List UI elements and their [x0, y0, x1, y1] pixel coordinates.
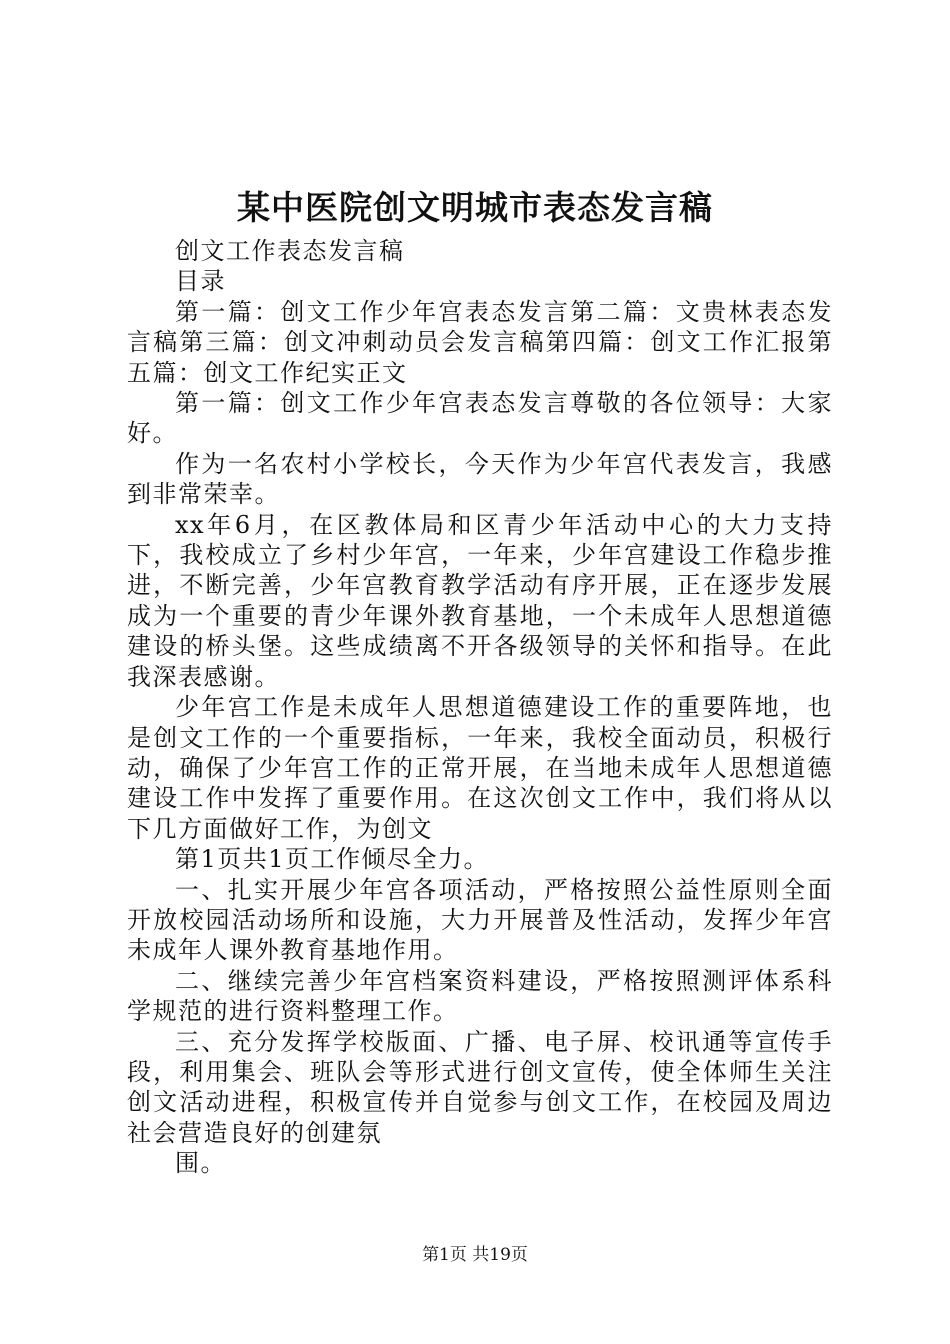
paragraph-subtitle: 创文工作表态发言稿 — [175, 237, 405, 265]
paragraph-continuation: 围。 — [175, 1149, 226, 1178]
paragraph-greeting: 第一篇：创文工作少年宫表态发言尊敬的各位领导：大家好。 — [127, 389, 833, 448]
document-body — [127, 236, 833, 1179]
paragraph-intro: 作为一名农村小学校长，今天作为少年宫代表发言，我感到非常荣幸。 — [127, 449, 833, 509]
paragraph-importance: 少年宫工作是未成年人思想道德建设工作的重要阵地，也是创文工作的一个重要指标，一年来，我校全面动员，积极行动，确保了少年宫工作的正常开展，在当地未成年人思想道德建设工作中发挥了重要作用。在这次创文工作中，我们将从以下几方面做好工作，为创文 — [127, 693, 833, 843]
document-title: 某中医院创文明城市表态发言稿 — [237, 188, 713, 227]
paragraph-toc-heading: 目录 — [175, 267, 226, 296]
paragraph-item-1: 一、扎实开展少年宫各项活动，严格按照公益性原则全面开放校园活动场所和设施，大力开展普及性活动，发挥少年宫未成年人课外教育基地作用。 — [127, 875, 833, 965]
paragraph-item-3: 三、充分发挥学校版面、广播、电子屏、校讯通等宣传手段，利用集会、班队会等形式进行创文宣传，使全体师生关注创文活动进程，积极宣传并自觉参与创文工作，在校园及周边社会营造良好的创建氛 — [127, 1027, 833, 1147]
paragraph-background: xx年6月，在区教体局和区青少年活动中心的大力支持下，我校成立了乡村少年宫，一年来，少年宫建设工作稳步推进，不断完善，少年宫教育教学活动有序开展，正在逐步发展成为一个重要的青少年课外教育基地，一个未成年人思想道德建设的桥头堡。这些成绩离不开各级领导的关怀和指导。在此我深表感谢。 — [127, 510, 833, 691]
paragraph-toc-list: 第一篇：创文工作少年宫表态发言第二篇：文贵林表态发言稿第三篇：创文冲刺动员会发言稿第四篇：创文工作汇报第五篇：创文工作纪实正文 — [127, 297, 833, 387]
paragraph-page-note: 第1页共1页工作倾尽全力。 — [175, 845, 490, 874]
page-footer: 第1页 共19页 — [422, 1245, 528, 1265]
paragraph-item-2: 二、继续完善少年宫档案资料建设，严格按照测评体系科学规范的进行资料整理工作。 — [127, 966, 833, 1026]
